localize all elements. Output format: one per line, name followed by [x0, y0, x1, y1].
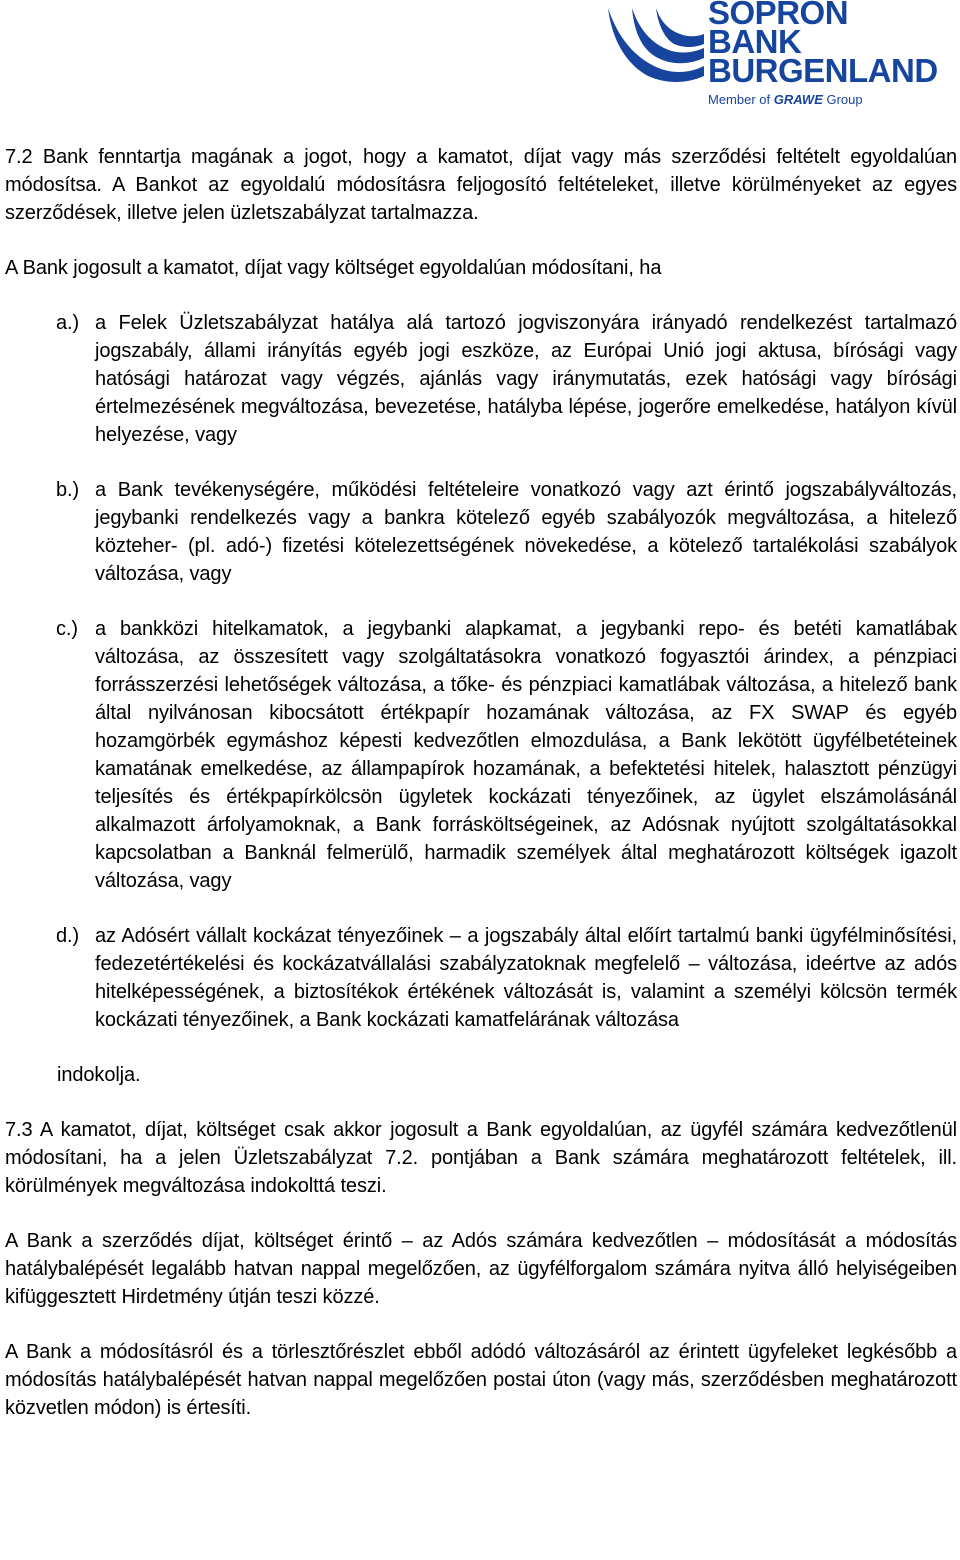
list-item-text: a Bank tevékenységére, működési feltételeire vonatkozó vagy azt érintő jogszabályváltozás, jegybanki rendelkezés vagy a bankra kötelező egyéb szabályozók megváltozása, a hitelező közteher- (pl. adó-) fizetési kötelezettségének növekedése, a kötelező tartalékolási szabályok változása, vagy — [95, 479, 957, 585]
logo-line-bank: BANK — [708, 23, 802, 60]
member-prefix: Member of — [708, 92, 774, 107]
bank-logo — [604, 0, 944, 116]
list-item-text: a Felek Üzletszabályzat hatálya alá tartozó jogviszonyára irányadó rendelkezést tartalmazó jogszabály, állami irányítás egyéb jogi eszköze, az Európai Unió jogi aktusa, bírósági vagy hatósági határozat vagy végzés, ajánlás vagy iránymutatás, ezek hatósági vagy bírósági értelmezésének megváltozása, bevezetése, hatályba lépése, jogerőre emelkedése, hatályon kívül helyezése, vagy — [95, 312, 957, 446]
list-item-a — [5, 309, 957, 449]
logo-mark-icon — [604, 4, 708, 84]
list-item-label: c.) — [56, 618, 78, 640]
paragraph-7-3-notice: A Bank a szerződés díjat, költséget érintő – az Adós számára kedvezőtlen – módosítását a módosítás hatálybalépését legalább hatvan nappal megelőzően, az ügyfélforgalom számára nyitva álló helyiségeiben kifüggesztett Hirdetmény útján teszi közzé. — [5, 1230, 957, 1308]
list-item-c — [5, 615, 957, 895]
list-item-label: b.) — [56, 479, 80, 501]
paragraph-7-2: 7.2 Bank fenntartja magának a jogot, hogy a kamatot, díjat vagy más szerződési feltételt egyoldalúan módosítsa. A Bankot az egyoldalú módosításra feljogosító feltételeket, illetve körülményeket az egyes szerződések, illetve jelen üzletszabályzat tartalmazza. — [5, 146, 957, 224]
list-item-d — [5, 922, 957, 1034]
member-suffix: Group — [822, 92, 863, 107]
logo-line-burgenland: BURGENLAND — [708, 52, 938, 89]
paragraph-7-3-notification: A Bank a módosításról és a törlesztőrészlet ebből adódó változásáról az érintett ügyfeleket legkésőbb a módosítás hatálybalépését hatvan nappal megelőzően postai úton (vagy más, szerződésben meghatározott közvetlen módon) is értesíti. — [5, 1341, 957, 1419]
list-item-label: d.) — [56, 925, 80, 947]
paragraph-7-3: 7.3 A kamatot, díjat, költséget csak akkor jogosult a Bank egyoldalúan, az ügyfél számára kedvezőtlenül módosítani, ha a jelen Üzletszabályzat 7.2. pontjában a Bank számára meghatározott feltételek, ill. körülmények megváltozása indokolttá teszi. — [5, 1119, 957, 1197]
closing-word: indokolja. — [57, 1064, 141, 1086]
logo-text — [708, 0, 944, 89]
paragraph-7-2-lead: A Bank jogosult a kamatot, díjat vagy költséget egyoldalúan módosítani, ha — [5, 257, 662, 279]
list-item-b — [5, 476, 957, 588]
member-group: GRAWE — [773, 92, 823, 107]
document-body — [5, 143, 957, 1422]
list-item-text: a bankközi hitelkamatok, a jegybanki alapkamat, a jegybanki repo- és betéti kamatlábak változása, az összesített vagy szolgáltatásokra vonatkozó fogyasztói árindex, a pénzpiaci forrásszerzési lehetőségek változása, a tőke- és pénzpiaci kamatlábak változása, a hitelező bank által nyilvánosan kibocsátott értékpapír hozamának változása, az FX SWAP és egyéb hozamgörbék egymáshoz képesti kedvezőtlen elmozdulása, a Bank lekötött ügyfélbetéteinek kamatának emelkedése, az állampapírok hozamának, a befektetési hitelek, halasztott pénzügyi teljesítés és értékpapírkölcsön ügyletek kockázati tényezőinek, az ügylet elszámolásánál alkalmazott árfolyamoknak, a Bank forrásköltségeinek, az Adósnak nyújtott szolgáltatásokkal kapcsolatban a Banknál felmerülő, harmadik személyek által meghatározott költségek igazolt változása, vagy — [95, 618, 957, 892]
logo-member-line — [708, 92, 944, 108]
list-item-text: az Adósért vállalt kockázat tényezőinek – a jogszabály által előírt tartalmú banki ügyfélminősítési, fedezetértékelési és kockázatvállalási szabályzatoknak megfelelő – változása, ideértve az adós hitelképességének, a biztosítékok értékének változását is, valamint a személyi kölcsön termék kockázati tényezőinek, a Bank kockázati kamatfelárának változása — [95, 925, 957, 1031]
logo-line-sopron: SOPRON — [708, 0, 849, 31]
list-item-label: a.) — [56, 312, 80, 334]
